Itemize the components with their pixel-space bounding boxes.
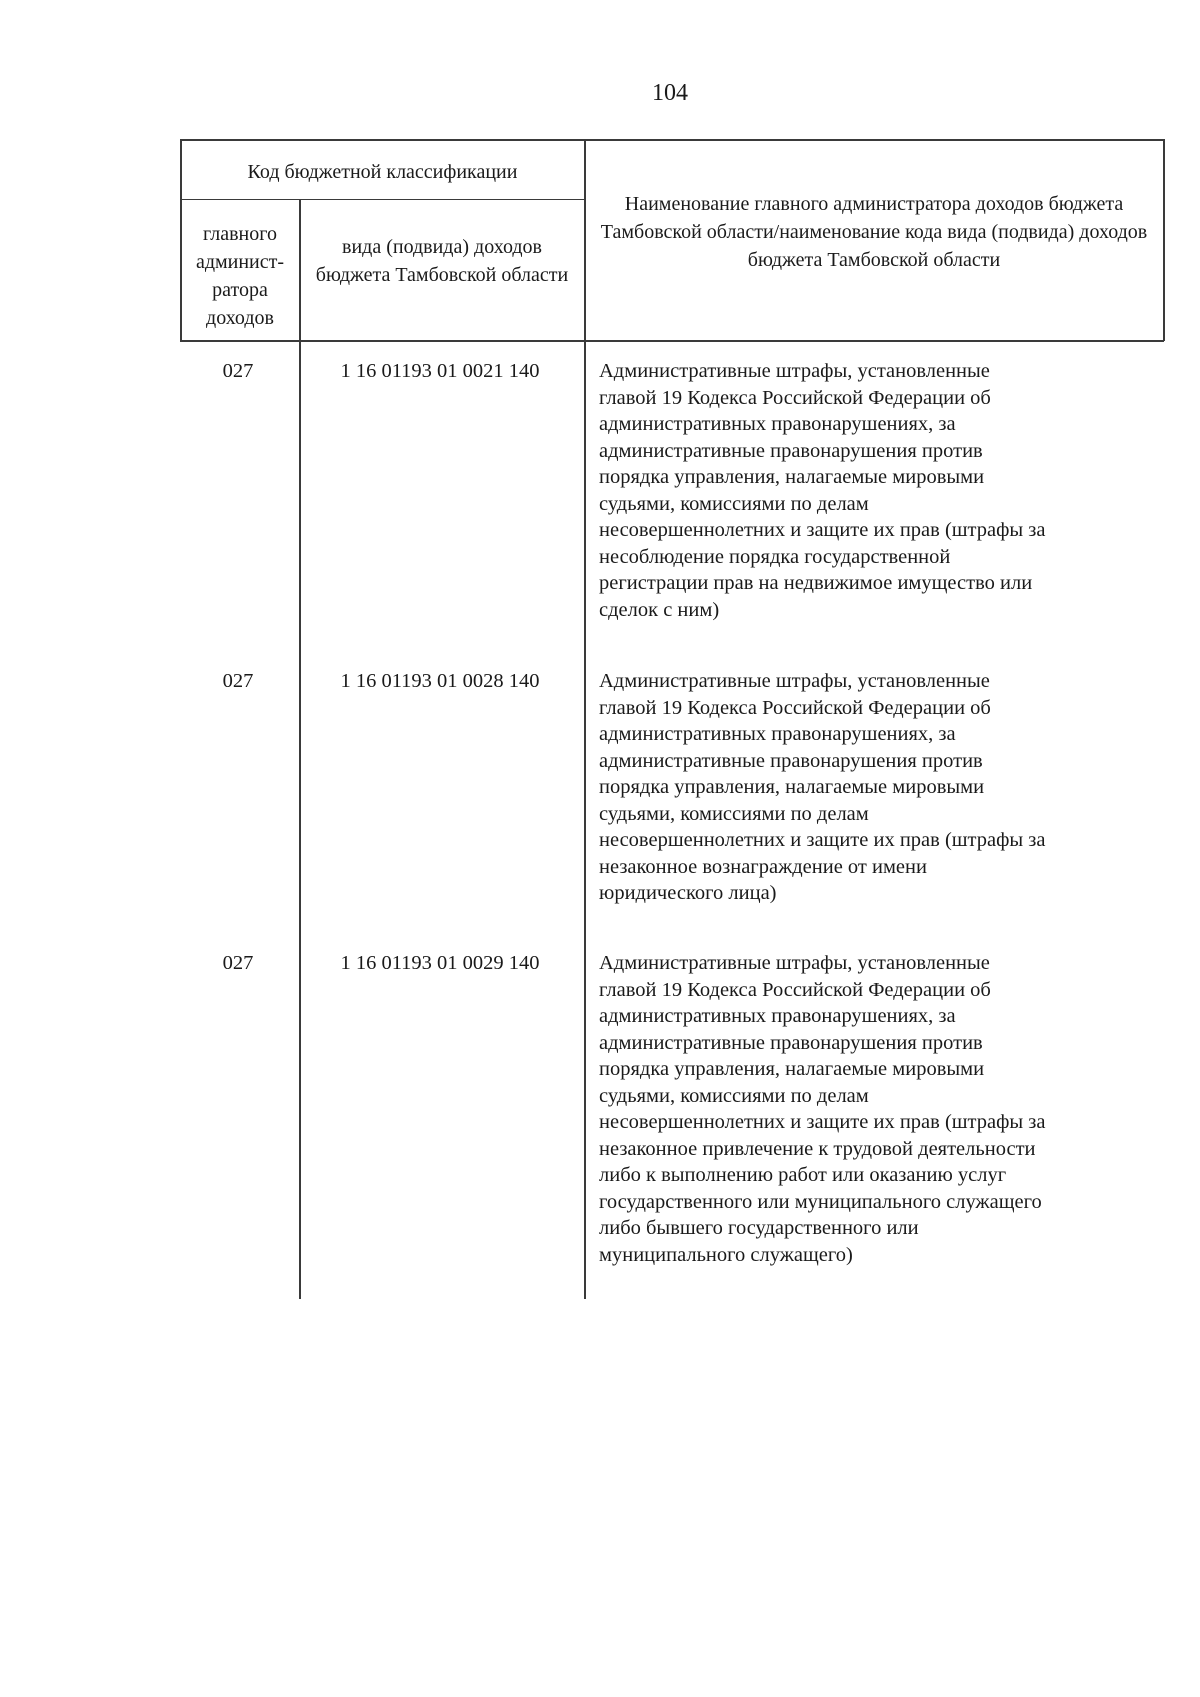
group-divider	[180, 199, 584, 200]
row-3-name: Административные штрафы, установленные главой 19 Кодекса Российской Федерации об административных правонарушениях, за административные правонарушения против порядка управления, налагаемые мировыми судьями, комиссиями по делам несовершеннолетних и защите их прав (штрафы за незаконное привлечение к трудовой деятельности либо к выполнению работ или оказанию услуг государственного или муниципального служащего либо бывшего государственного или муниципального служащего)	[599, 952, 1046, 1266]
row-2-name: Административные штрафы, установленные главой 19 Кодекса Российской Федерации об административных правонарушениях, за административные правонарушения против порядка управления, налагаемые мировыми судьями, комиссиями по делам несовершеннолетних и защите их прав (штрафы за незаконное вознаграждение от имени юридического лица)	[599, 670, 1046, 904]
row-1-admin: 027	[222, 360, 254, 382]
header-code-label: вида (подвида) доходов бюджета Тамбовской области	[315, 236, 569, 286]
row-1-name: Административные штрафы, установленные главой 19 Кодекса Российской Федерации об административных правонарушениях, за административные правонарушения против порядка управления, налагаемые мировыми судьями, комиссиями по делам несовершеннолетних и защите их прав (штрафы за несоблюдение порядка государственной регистрации прав на недвижимое имущество или сделок с ним)	[599, 360, 1046, 621]
row-3-code: 1 16 01193 01 0029 140	[340, 952, 540, 974]
row-2-admin: 027	[222, 670, 254, 692]
header-name-label: Наименование главного администратора доходов бюджета Тамбовской области/наименование кода вида (подвида) доходов бюджета Тамбовской области	[600, 193, 1148, 271]
header-admin-label: главного админист-ратора доходов	[195, 223, 285, 329]
row-1-code: 1 16 01193 01 0021 140	[340, 360, 540, 382]
row-3-admin: 027	[222, 952, 254, 974]
header-top-border	[180, 139, 1164, 141]
header-group-label: Код бюджетной классификации	[247, 161, 518, 183]
col-divider-2	[584, 139, 586, 1299]
row-2-code: 1 16 01193 01 0028 140	[340, 670, 540, 692]
page-number: 104	[652, 80, 688, 106]
right-border	[1163, 139, 1165, 341]
header-bottom-border	[180, 340, 1164, 342]
